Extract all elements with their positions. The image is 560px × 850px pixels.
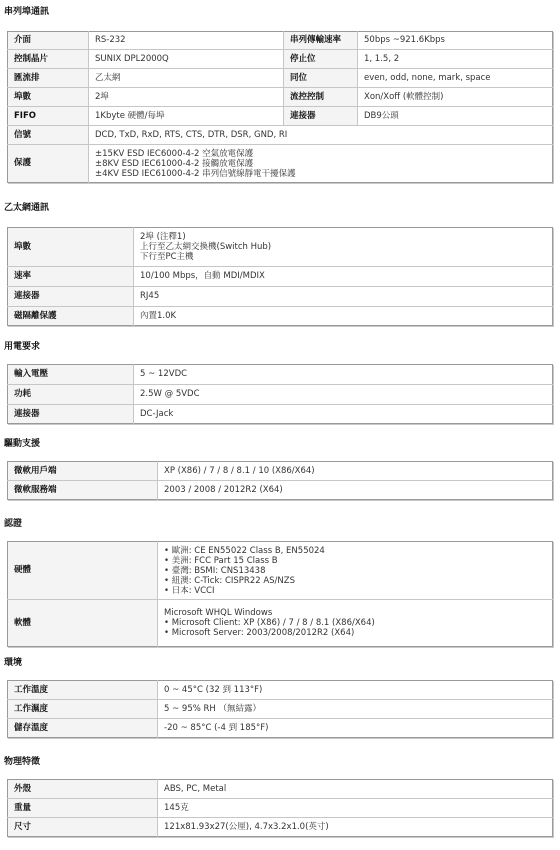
table-row: [8, 107, 553, 126]
table-row: [8, 385, 553, 405]
spec-value: RS-232: [89, 32, 284, 50]
spec-label: 停止位: [284, 50, 358, 69]
table-row: [8, 700, 553, 719]
table-row: [8, 542, 553, 600]
spec-value: SUNIX DPL2000Q: [89, 50, 284, 69]
spec-value: 乙太網: [89, 69, 284, 88]
spec-label: 流控控制: [284, 88, 358, 107]
spec-label: 匯流排: [8, 69, 89, 88]
section-title-certification: 認證: [4, 519, 23, 529]
table-row: [8, 600, 553, 647]
spec-value-list: [158, 542, 553, 600]
table-row: [8, 799, 553, 818]
spec-value: 1, 1.5, 2: [358, 50, 553, 69]
table-row: [8, 818, 553, 837]
section-title-serial: 串列埠通訊: [4, 7, 50, 17]
spec-value: 5 ~ 95% RH （無結露）: [158, 700, 553, 719]
section-title-physical: 物理特徵: [4, 757, 41, 767]
spec-label: 工作溫度: [8, 681, 158, 700]
table-row: [8, 126, 553, 145]
spec-value: 145克: [158, 799, 553, 818]
spec-label: 儲存溫度: [8, 719, 158, 738]
table-row: [8, 405, 553, 424]
spec-value: XP (X86) / 7 / 8 / 8.1 / 10 (X86/X64): [158, 462, 553, 481]
spec-label: 介面: [8, 32, 89, 50]
ports-line: 2埠 (注釋1): [140, 232, 186, 242]
table-row: [8, 681, 553, 700]
protection-line: ±15KV ESD IEC6000-4-2 空氣放電保護: [95, 148, 254, 159]
spec-value: 2.5W @ 5VDC: [134, 385, 553, 405]
spec-label: 速率: [8, 267, 134, 287]
spec-value: 0 ~ 45°C (32 到 113°F): [158, 681, 553, 700]
list-item: • Microsoft Server: 2003/2008/2012R2 (X64): [164, 628, 552, 638]
table-row: [8, 267, 553, 287]
list-item: • 歐洲: CE EN55022 Class B, EN55024: [164, 546, 552, 556]
ethernet-spec-table: [7, 227, 553, 326]
spec-label: 連接器: [284, 107, 358, 126]
table-row: [8, 780, 553, 799]
spec-label: 連接器: [8, 287, 134, 307]
spec-value: DB9公頭: [358, 107, 553, 126]
spec-value: 2003 / 2008 / 2012R2 (X64): [158, 481, 553, 500]
spec-value: 10/100 Mbps，自動 MDI/MDIX: [134, 267, 553, 287]
table-row: [8, 69, 553, 88]
table-row: [8, 228, 553, 267]
spec-value: DCD, TxD, RxD, RTS, CTS, DTR, DSR, GND, RI: [89, 126, 553, 145]
env-spec-table: [7, 680, 553, 738]
spec-label: 串列傳輸速率: [284, 32, 358, 50]
table-row: [8, 287, 553, 307]
spec-label: 功耗: [8, 385, 134, 405]
spec-label: 尺寸: [8, 818, 158, 837]
table-row: [8, 365, 553, 385]
spec-value: DC-Jack: [134, 405, 553, 424]
list-item: • 臺灣: BSMI: CNS13438: [164, 566, 552, 576]
spec-value-multiline: [89, 145, 553, 183]
driver-spec-table: [7, 461, 553, 500]
spec-label: 埠數: [8, 88, 89, 107]
section-title-environment: 環境: [4, 658, 23, 668]
spec-value: 5 ~ 12VDC: [134, 365, 553, 385]
list-heading: Microsoft WHQL Windows: [164, 608, 273, 618]
table-row: [8, 719, 553, 738]
spec-label: 微軟服務端: [8, 481, 158, 500]
spec-value-list: [158, 600, 553, 647]
serial-spec-table: [7, 31, 553, 183]
spec-label: 信號: [8, 126, 89, 145]
spec-label: 工作濕度: [8, 700, 158, 719]
physical-spec-table: [7, 779, 553, 837]
spec-label: 輸入電壓: [8, 365, 134, 385]
section-title-driver: 驅動支援: [4, 439, 41, 449]
spec-label: 軟體: [8, 600, 158, 647]
table-row: [8, 481, 553, 500]
table-row: [8, 145, 553, 183]
spec-label: FIFO: [8, 107, 89, 126]
spec-label: 埠數: [8, 228, 134, 267]
spec-label: 硬體: [8, 542, 158, 600]
spec-label: 重量: [8, 799, 158, 818]
spec-value: Xon/Xoff (軟體控制): [358, 88, 553, 107]
power-spec-table: [7, 364, 553, 424]
table-row: [8, 88, 553, 107]
spec-label: 同位: [284, 69, 358, 88]
section-title-ethernet: 乙太網通訊: [4, 203, 50, 213]
spec-label: 外殼: [8, 780, 158, 799]
spec-value: 1Kbyte 硬體/每埠: [89, 107, 284, 126]
spec-value: 121x81.93x27(公厘), 4.7x3.2x1.0(英寸): [158, 818, 553, 837]
spec-label: 磁隔離保護: [8, 307, 134, 326]
spec-label: 連接器: [8, 405, 134, 424]
list-item: • Microsoft Client: XP (X86) / 7 / 8 / 8.1 (X86/X64): [164, 618, 552, 628]
list-item: • 美洲: FCC Part 15 Class B: [164, 556, 552, 566]
list-item: • 日本: VCCI: [164, 586, 552, 596]
spec-value: 2埠: [89, 88, 284, 107]
spec-value: ABS, PC, Metal: [158, 780, 553, 799]
spec-value: -20 ~ 85°C (-4 到 185°F): [158, 719, 553, 738]
spec-label: 控制晶片: [8, 50, 89, 69]
table-row: [8, 32, 553, 50]
protection-line: ±4KV ESD IEC61000-4-2 串列信號線靜電干擾保護: [95, 168, 296, 179]
ports-line: 上行至乙太網交換機(Switch Hub): [140, 242, 272, 252]
spec-value: even, odd, none, mark, space: [358, 69, 553, 88]
ports-line: 下行至PC主機: [140, 252, 194, 262]
table-row: [8, 50, 553, 69]
spec-value: 50bps ~921.6Kbps: [358, 32, 553, 50]
protection-line: ±8KV ESD IEC61000-4-2 接觸放電保護: [95, 158, 254, 169]
section-title-power: 用電要求: [4, 342, 41, 352]
spec-value: RJ45: [134, 287, 553, 307]
spec-label: 保護: [8, 145, 89, 183]
spec-value-multiline: [134, 228, 553, 267]
list-item: • 紐澳: C-Tick: CISPR22 AS/NZS: [164, 576, 552, 586]
table-row: [8, 462, 553, 481]
cert-spec-table: [7, 541, 553, 647]
table-row: [8, 307, 553, 326]
spec-value: 內置1.0K: [134, 307, 553, 326]
spec-label: 微軟用戶端: [8, 462, 158, 481]
